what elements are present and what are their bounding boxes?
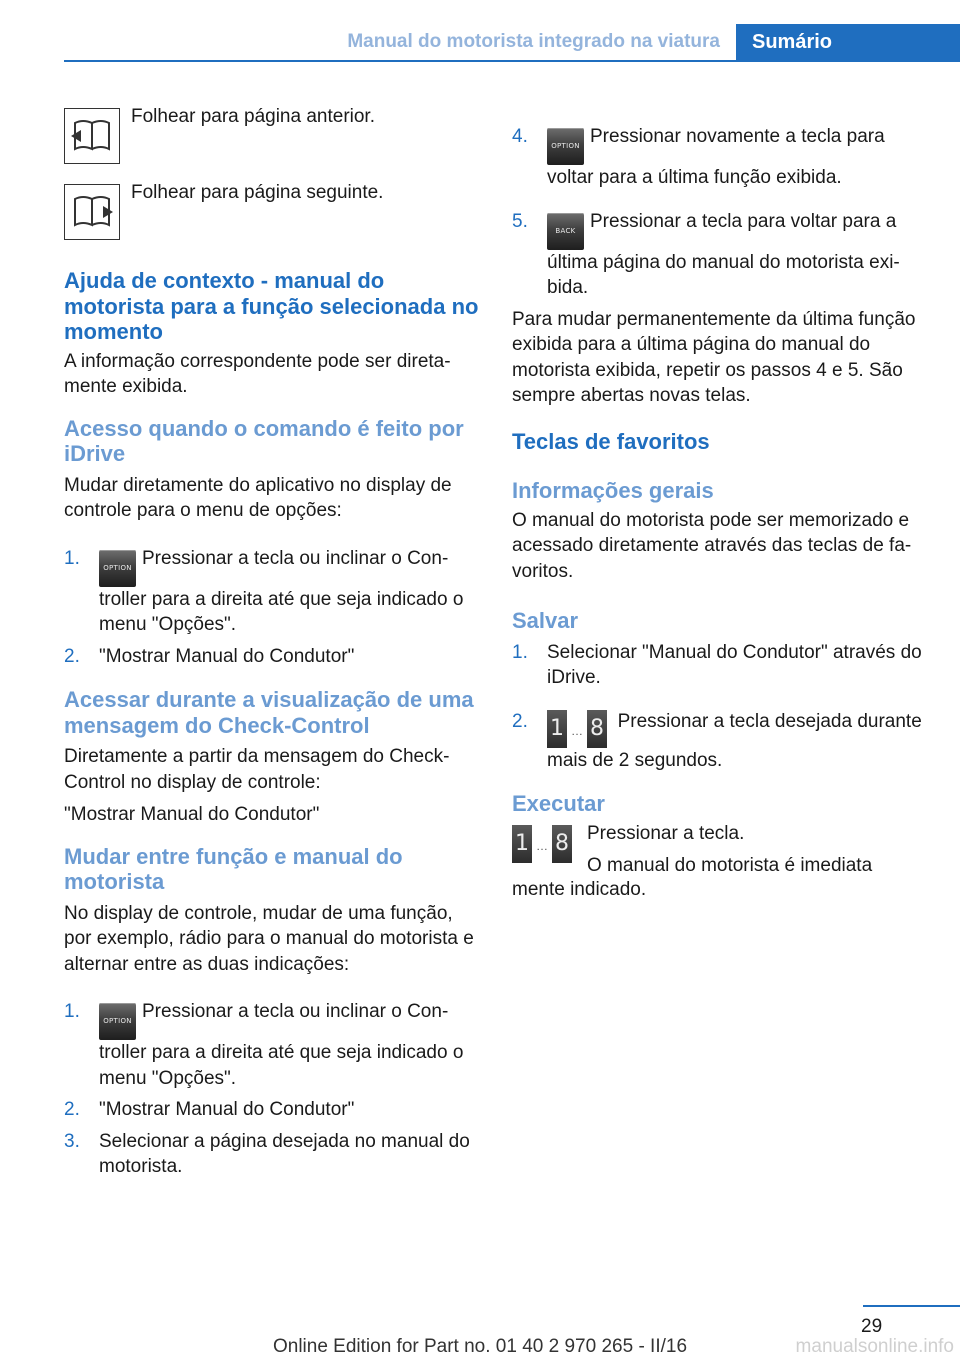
watermark: manualsonline.info (795, 1336, 954, 1357)
step-text: Pressionar a tecla desejada durante mais de 2 segundos. (547, 710, 922, 771)
heading-save: Salvar (512, 608, 579, 633)
paragraph-execute-result-b: mente indicado. (512, 878, 647, 900)
paragraph-permanent-switch: Para mudar permanentemente da última função exibida para a última página do manual do motorista exibida, repetir os passos 4 e 5. São sempre abertas novas telas. (512, 308, 916, 406)
list-item (64, 1097, 484, 1123)
paragraph-switch-function: No display de controle, mudar de uma função, por exemplo, rádio para o manual do motorista e alternar entre as duas indicações: (64, 902, 474, 975)
book-prev-text: Folhear para página anterior. (131, 106, 375, 127)
book-next-row (64, 176, 484, 252)
header-title[interactable]: Manual do motorista integrado na viatura (347, 31, 720, 52)
footer-rule (863, 1305, 960, 1307)
heading-execute: Executar (512, 791, 605, 816)
right-column (512, 100, 932, 902)
heading-switch-function: Mudar entre função e manual do motorista (64, 843, 403, 894)
page-number: 29 (861, 1316, 883, 1337)
favorite-key-8-icon: 8 (552, 825, 572, 863)
list-item (64, 999, 484, 1091)
list-item (64, 644, 484, 670)
step-text: "Mostrar Manual do Condutor" (99, 1099, 355, 1120)
favorite-key-1-icon: 1 (547, 710, 567, 748)
ellipsis: … (571, 723, 583, 738)
step-number: 1. (64, 547, 80, 569)
tab-summary[interactable]: Sumário (736, 24, 960, 62)
book-right-arrow-icon (64, 184, 120, 240)
book-next-text: Folhear para página seguinte. (131, 182, 384, 203)
list-item (512, 209, 932, 301)
list-return-steps (512, 124, 932, 301)
favorite-key-1-icon: 1 (512, 825, 532, 863)
heading-check-control: Acessar durante a visualização de uma mensagem do Check-Control (64, 687, 474, 738)
paragraph-execute: Pressionar a tecla. (587, 822, 745, 844)
step-number: 1. (64, 1001, 80, 1022)
option-key-icon: OPTION (99, 550, 136, 587)
step-number: 4. (512, 126, 528, 147)
paragraph-context: A informação correspondente pode ser diretamente exibida. (64, 350, 451, 397)
step-text: "Mostrar Manual do Condutor" (99, 645, 355, 667)
paragraph-general-info: O manual do motorista pode ser memorizado e acessado diretamente através das teclas de favoritos. (512, 509, 912, 582)
list-switch-steps (64, 999, 484, 1180)
favorite-key-8-icon: 8 (587, 710, 607, 748)
execute-row (512, 821, 932, 877)
list-item (64, 1129, 484, 1180)
paragraph-execute-result-a: O manual do motorista é imediata (587, 854, 873, 876)
favorite-keys-icon (512, 825, 572, 863)
step-number: 1. (512, 641, 528, 663)
list-save-steps (512, 640, 932, 774)
step-text: Pressionar a tecla para voltar para a última página do manual do motorista exibida. (547, 210, 900, 298)
step-number: 5. (512, 210, 528, 232)
step-text: Selecionar a página desejada no manual do motorista. (99, 1130, 470, 1177)
paragraph-check-control: Diretamente a partir da mensagem do Check-Control no display de controle: (64, 746, 450, 793)
book-left-arrow-icon (64, 108, 120, 164)
paragraph-check-control-command: "Mostrar Manual do Condutor" (64, 804, 320, 825)
heading-idrive-access: Acesso quando o comando é feito por iDrive (64, 415, 464, 466)
header-bar (64, 24, 736, 62)
list-item (64, 546, 484, 638)
left-column (64, 100, 484, 1186)
paragraph-idrive: Mudar diretamente do aplicativo no display de controle para o menu de opções: (64, 474, 452, 521)
back-key-icon: BACK (547, 213, 584, 250)
option-key-icon: OPTION (99, 1003, 136, 1040)
step-text: Selecionar "Manual do Condutor" através do iDrive. (547, 641, 922, 688)
heading-general-info: Informações gerais (512, 478, 714, 503)
step-text: Pressionar novamente a tecla para voltar para a última função exibida. (547, 126, 885, 188)
option-key-icon: OPTION (547, 128, 584, 165)
ellipsis: … (536, 838, 548, 853)
list-item (512, 709, 932, 774)
step-text: Pressionar a tecla ou inclinar o Controller para a direita até que seja indicado o menu "Opções". (99, 1001, 464, 1089)
step-text: Pressionar a tecla ou inclinar o Controller para a direita até que seja indicado o menu "Opções". (99, 547, 464, 635)
list-item (512, 640, 932, 691)
step-number: 2. (64, 645, 80, 667)
step-number: 2. (512, 710, 528, 732)
footer-edition: Online Edition for Part no. 01 40 2 970 265 - II/16 (272, 1336, 688, 1357)
list-item (512, 124, 932, 191)
step-number: 2. (64, 1099, 80, 1120)
heading-context-help: Ajuda de contexto - manual do motorista para a função selecionada no momento (64, 268, 479, 344)
heading-favorite-keys: Teclas de favoritos (512, 428, 710, 454)
list-idrive-steps (64, 546, 484, 670)
book-prev-row (64, 100, 484, 176)
step-number: 3. (64, 1130, 80, 1152)
